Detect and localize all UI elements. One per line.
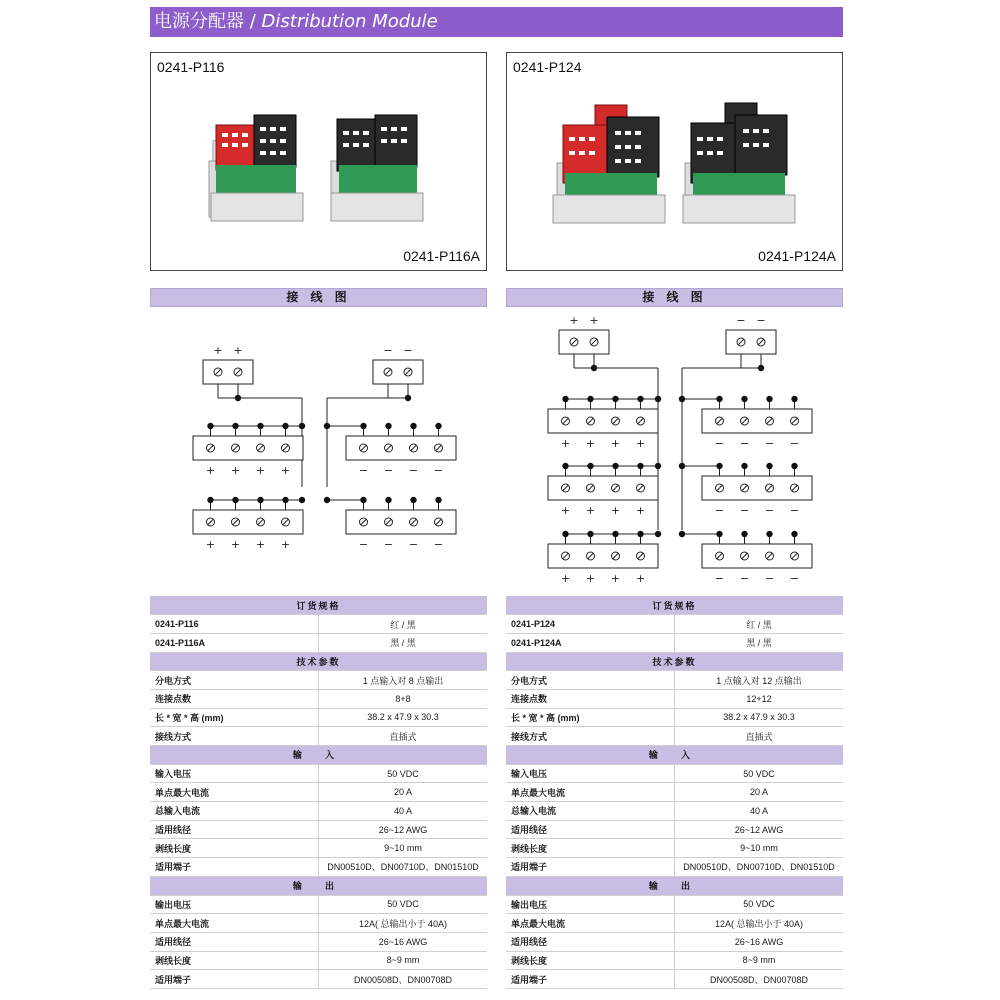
junction-dot	[360, 423, 366, 429]
spec-value: 黑 / 黑	[319, 633, 488, 652]
spec-key: 长 * 宽 * 高 (mm)	[150, 708, 319, 727]
minus-sign: −	[408, 464, 419, 477]
section-heading	[150, 596, 487, 615]
spec-row	[506, 727, 843, 746]
spec-row	[150, 727, 487, 746]
junction-dot	[324, 497, 330, 503]
spec-value: 38.2 x 47.9 x 30.3	[675, 708, 844, 727]
spec-row	[150, 689, 487, 708]
spec-key: 剥线长度	[150, 839, 319, 858]
junction-dot	[741, 396, 747, 402]
minus-sign: −	[433, 538, 444, 551]
spec-key: 连接点数	[150, 689, 319, 708]
spec-key: 0241-P124	[506, 615, 675, 634]
wiring-heading: 接 线 图	[150, 288, 487, 307]
spec-row	[150, 914, 487, 933]
junction-dot	[612, 396, 618, 402]
spec-value: 50 VDC	[675, 895, 844, 914]
spec-key: 总输入电流	[506, 802, 675, 821]
minus-sign: −	[383, 344, 393, 357]
section-heading-label: 输 出	[150, 876, 487, 895]
plus-sign: +	[230, 538, 241, 551]
minus-sign: −	[789, 504, 800, 517]
section-heading	[506, 876, 843, 895]
spec-value: DN00510D、DN00710D、DN01510D	[319, 858, 488, 877]
spec-value: 1 点输入对 8 点输出	[319, 671, 488, 690]
plus-sign: +	[280, 464, 291, 477]
plus-sign: +	[610, 504, 621, 517]
junction-dot	[791, 396, 797, 402]
junction-dot	[655, 396, 661, 402]
section-heading-label: 输 入	[150, 746, 487, 765]
junction-dot	[587, 463, 593, 469]
spec-key: 适用端子	[150, 858, 319, 877]
spec-row	[506, 932, 843, 951]
junction-dot	[587, 396, 593, 402]
input-terminal-block	[373, 360, 423, 384]
junction-dot	[655, 463, 661, 469]
spec-row	[506, 708, 843, 727]
output-terminal-block	[702, 409, 812, 433]
spec-value: 8+8	[319, 689, 488, 708]
junction-dot	[791, 463, 797, 469]
junction-dot	[562, 531, 568, 537]
page-title	[154, 11, 438, 33]
spec-key: 接线方式	[506, 727, 675, 746]
junction-dot	[410, 423, 416, 429]
junction-dot	[637, 531, 643, 537]
spec-value: 20 A	[319, 783, 488, 802]
junction-dot	[207, 497, 213, 503]
wiring-diagram-p116	[150, 310, 487, 590]
minus-sign: −	[736, 314, 746, 327]
spec-row	[506, 839, 843, 858]
module-black-black	[683, 103, 795, 223]
minus-sign: −	[789, 437, 800, 450]
output-terminal-block	[548, 476, 658, 500]
input-terminal-block	[726, 330, 776, 354]
input-terminal-block	[559, 330, 609, 354]
plus-sign: +	[585, 437, 596, 450]
spec-key: 输出电压	[506, 895, 675, 914]
spec-value: DN00508D、DN00708D	[675, 970, 844, 989]
plus-sign: +	[569, 314, 579, 327]
spec-value: 26~12 AWG	[319, 820, 488, 839]
spec-key: 输入电压	[506, 764, 675, 783]
plus-sign: +	[560, 572, 571, 585]
minus-sign: −	[714, 437, 725, 450]
minus-sign: −	[756, 314, 766, 327]
junction-dot	[207, 423, 213, 429]
spec-value: 1 点输入对 12 点输出	[675, 671, 844, 690]
spec-key: 适用线径	[150, 932, 319, 951]
junction-dot	[741, 463, 747, 469]
section-heading-label: 输 出	[506, 876, 843, 895]
spec-value: 12A( 总输出小于 40A)	[675, 914, 844, 933]
module-red-black	[553, 105, 665, 223]
spec-row	[506, 820, 843, 839]
spec-row	[506, 671, 843, 690]
junction-dot	[232, 497, 238, 503]
junction-dot	[324, 423, 330, 429]
input-terminal-block	[203, 360, 253, 384]
spec-value: 26~16 AWG	[319, 932, 488, 951]
spec-value: 50 VDC	[319, 764, 488, 783]
section-heading	[150, 746, 487, 765]
section-heading	[506, 652, 843, 671]
spec-key: 0241-P116	[150, 615, 319, 634]
minus-sign: −	[383, 464, 394, 477]
junction-dot	[435, 497, 441, 503]
output-terminal-block	[193, 510, 303, 534]
spec-value: 12A( 总输出小于 40A)	[319, 914, 488, 933]
junction-dot	[282, 423, 288, 429]
junction-dot	[679, 396, 685, 402]
spec-row	[150, 858, 487, 877]
spec-row	[506, 764, 843, 783]
spec-key: 适用线径	[506, 932, 675, 951]
spec-value: 黑 / 黑	[675, 633, 844, 652]
junction-dot	[282, 497, 288, 503]
spec-row	[506, 895, 843, 914]
plus-sign: +	[635, 572, 646, 585]
spec-key: 长 * 宽 * 高 (mm)	[506, 708, 675, 727]
plus-sign: +	[213, 344, 223, 357]
junction-dot	[612, 531, 618, 537]
wiring-heading: 接 线 图	[506, 288, 843, 307]
plus-sign: +	[585, 504, 596, 517]
junction-dot	[360, 497, 366, 503]
spec-key: 单点最大电流	[150, 914, 319, 933]
product-code-top: 0241-P116	[157, 59, 225, 75]
spec-key: 输入电压	[150, 764, 319, 783]
spec-value: 8~9 mm	[675, 951, 844, 970]
spec-value: 9~10 mm	[675, 839, 844, 858]
spec-key: 适用线径	[150, 820, 319, 839]
spec-row	[150, 895, 487, 914]
spec-row	[150, 820, 487, 839]
spec-value: DN00508D、DN00708D	[319, 970, 488, 989]
product-box-p116	[150, 52, 487, 271]
spec-key: 0241-P116A	[150, 633, 319, 652]
spec-row	[150, 764, 487, 783]
minus-sign: −	[739, 504, 750, 517]
spec-row	[150, 615, 487, 634]
spec-key: 单点最大电流	[506, 783, 675, 802]
junction-dot	[679, 531, 685, 537]
spec-key: 适用端子	[150, 970, 319, 989]
spec-row	[150, 951, 487, 970]
output-terminal-block	[346, 436, 456, 460]
spec-value: 直插式	[675, 727, 844, 746]
junction-dot	[791, 531, 797, 537]
plus-sign: +	[280, 538, 291, 551]
junction-dot	[766, 463, 772, 469]
junction-dot	[435, 423, 441, 429]
plus-sign: +	[205, 538, 216, 551]
junction-dot	[741, 531, 747, 537]
spec-table-p116	[150, 596, 487, 989]
spec-value: 直插式	[319, 727, 488, 746]
minus-sign: −	[358, 538, 369, 551]
spec-row	[506, 970, 843, 989]
output-terminal-block	[702, 476, 812, 500]
minus-sign: −	[714, 572, 725, 585]
minus-sign: −	[433, 464, 444, 477]
spec-value: 9~10 mm	[319, 839, 488, 858]
spec-row	[150, 633, 487, 652]
junction-dot	[655, 531, 661, 537]
minus-sign: −	[764, 504, 775, 517]
output-terminal-block	[346, 510, 456, 534]
junction-dot	[716, 396, 722, 402]
minus-sign: −	[408, 538, 419, 551]
spec-row	[150, 671, 487, 690]
spec-value: 26~12 AWG	[675, 820, 844, 839]
spec-value: 40 A	[319, 802, 488, 821]
minus-sign: −	[739, 572, 750, 585]
spec-value: 26~16 AWG	[675, 932, 844, 951]
spec-key: 剥线长度	[506, 839, 675, 858]
spec-row	[506, 783, 843, 802]
junction-dot	[562, 463, 568, 469]
section-heading-label: 输 入	[506, 746, 843, 765]
spec-key: 接线方式	[150, 727, 319, 746]
spec-key: 0241-P124A	[506, 633, 675, 652]
spec-row	[150, 708, 487, 727]
output-terminal-block	[702, 544, 812, 568]
section-heading-label: 技术参数	[506, 652, 843, 671]
page-title-bar	[150, 7, 843, 37]
spec-row	[506, 689, 843, 708]
spec-key: 输出电压	[150, 895, 319, 914]
junction-dot	[257, 423, 263, 429]
spec-row	[506, 858, 843, 877]
spec-row	[150, 932, 487, 951]
spec-row	[150, 783, 487, 802]
minus-sign: −	[739, 437, 750, 450]
section-heading	[150, 652, 487, 671]
spec-row	[150, 802, 487, 821]
spec-value: 12+12	[675, 689, 844, 708]
junction-dot	[637, 396, 643, 402]
plus-sign: +	[610, 437, 621, 450]
junction-dot	[232, 423, 238, 429]
junction-dot	[562, 396, 568, 402]
title-en: Distribution Module	[261, 11, 438, 32]
plus-sign: +	[560, 437, 571, 450]
spec-key: 分电方式	[150, 671, 319, 690]
plus-sign: +	[585, 572, 596, 585]
plus-sign: +	[255, 538, 266, 551]
spec-value: 20 A	[675, 783, 844, 802]
junction-dot	[716, 463, 722, 469]
plus-sign: +	[233, 344, 243, 357]
spec-row	[506, 615, 843, 634]
plus-sign: +	[230, 464, 241, 477]
product-code-bottom: 0241-P124A	[758, 248, 836, 264]
section-heading-label: 订货规格	[150, 596, 487, 615]
spec-row	[150, 970, 487, 989]
plus-sign: +	[205, 464, 216, 477]
module-red-black	[209, 115, 303, 221]
spec-row	[150, 839, 487, 858]
spec-key: 单点最大电流	[506, 914, 675, 933]
minus-sign: −	[714, 504, 725, 517]
minus-sign: −	[403, 344, 413, 357]
spec-value: DN00510D、DN00710D、DN01510D	[675, 858, 844, 877]
spec-key: 适用线径	[506, 820, 675, 839]
output-terminal-block	[548, 409, 658, 433]
title-cn: 电源分配器	[154, 11, 244, 32]
junction-dot	[716, 531, 722, 537]
spec-key: 适用端子	[506, 970, 675, 989]
product-photo-p124	[507, 53, 844, 272]
output-terminal-block	[193, 436, 303, 460]
junction-dot	[299, 497, 305, 503]
spec-value: 50 VDC	[319, 895, 488, 914]
junction-dot	[766, 531, 772, 537]
module-black-black	[331, 115, 423, 221]
spec-value: 红 / 黑	[675, 615, 844, 634]
spec-row	[506, 633, 843, 652]
plus-sign: +	[560, 504, 571, 517]
spec-key: 剥线长度	[506, 951, 675, 970]
junction-dot	[766, 396, 772, 402]
spec-row	[506, 914, 843, 933]
product-photo-p116	[151, 53, 488, 272]
section-heading	[150, 876, 487, 895]
wiring-diagram-p124	[506, 310, 843, 590]
junction-dot	[299, 423, 305, 429]
spec-table-p124	[506, 596, 843, 989]
spec-key: 分电方式	[506, 671, 675, 690]
title-separator: /	[244, 11, 262, 32]
spec-row	[506, 951, 843, 970]
spec-key: 连接点数	[506, 689, 675, 708]
junction-dot	[612, 463, 618, 469]
product-box-p124	[506, 52, 843, 271]
plus-sign: +	[635, 437, 646, 450]
minus-sign: −	[383, 538, 394, 551]
plus-sign: +	[635, 504, 646, 517]
section-heading-label: 技术参数	[150, 652, 487, 671]
spec-key: 适用端子	[506, 858, 675, 877]
output-terminal-block	[548, 544, 658, 568]
junction-dot	[587, 531, 593, 537]
junction-dot	[385, 423, 391, 429]
minus-sign: −	[789, 572, 800, 585]
product-code-bottom: 0241-P116A	[403, 248, 480, 264]
minus-sign: −	[358, 464, 369, 477]
plus-sign: +	[255, 464, 266, 477]
junction-dot	[410, 497, 416, 503]
product-code-top: 0241-P124	[513, 59, 582, 75]
spec-key: 总输入电流	[150, 802, 319, 821]
junction-dot	[679, 463, 685, 469]
junction-dot	[385, 497, 391, 503]
section-heading-label: 订货规格	[506, 596, 843, 615]
spec-key: 单点最大电流	[150, 783, 319, 802]
spec-value: 40 A	[675, 802, 844, 821]
minus-sign: −	[764, 437, 775, 450]
spec-value: 8~9 mm	[319, 951, 488, 970]
plus-sign: +	[610, 572, 621, 585]
spec-value: 红 / 黑	[319, 615, 488, 634]
spec-row	[506, 802, 843, 821]
minus-sign: −	[764, 572, 775, 585]
plus-sign: +	[589, 314, 599, 327]
spec-key: 剥线长度	[150, 951, 319, 970]
spec-value: 50 VDC	[675, 764, 844, 783]
section-heading	[506, 596, 843, 615]
section-heading	[506, 746, 843, 765]
junction-dot	[257, 497, 263, 503]
junction-dot	[637, 463, 643, 469]
spec-value: 38.2 x 47.9 x 30.3	[319, 708, 488, 727]
